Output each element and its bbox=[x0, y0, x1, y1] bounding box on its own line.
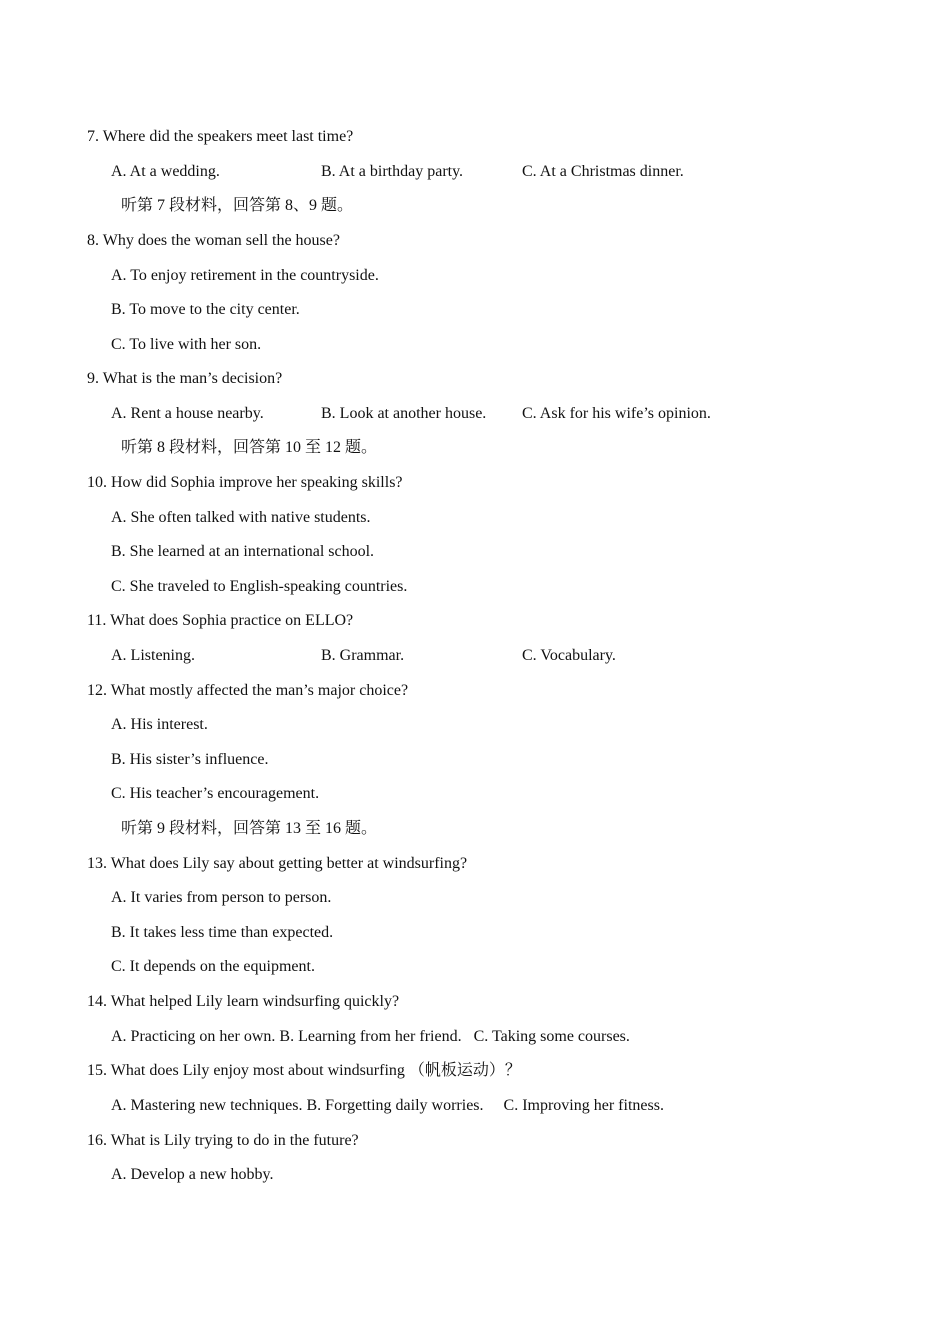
question-14: 14. What helped Lily learn windsurfing quickly? bbox=[87, 993, 400, 1010]
option-8a: A. To enjoy retirement in the countryside. bbox=[111, 267, 379, 284]
question-13: 13. What does Lily say about getting better at windsurfing? bbox=[87, 855, 468, 872]
instruction-passage-9: 听第 9 段材料，回答第 13 至 16 题。 bbox=[121, 820, 378, 837]
option-13a: A. It varies from person to person. bbox=[111, 889, 332, 906]
options-15: A. Mastering new techniques. B. Forgetting daily worries. C. Improving her fitness. bbox=[111, 1097, 664, 1114]
option-c: C. Ask for his wife’s opinion. bbox=[522, 405, 711, 422]
option-13c: C. It depends on the equipment. bbox=[111, 958, 315, 975]
question-15: 15. What does Lily enjoy most about windsurfing （帆板运动）？ bbox=[87, 1062, 521, 1079]
option-c: C. Vocabulary. bbox=[522, 647, 616, 664]
question-11: 11. What does Sophia practice on ELLO? bbox=[87, 612, 354, 629]
option-a: A. Listening. bbox=[111, 647, 195, 664]
question-9: 9. What is the man’s decision? bbox=[87, 370, 283, 387]
option-12b: B. His sister’s influence. bbox=[111, 751, 269, 768]
option-13b: B. It takes less time than expected. bbox=[111, 924, 334, 941]
option-a: A. At a wedding. bbox=[111, 163, 220, 180]
option-16a: A. Develop a new hobby. bbox=[111, 1166, 274, 1183]
instruction-passage-8: 听第 8 段材料，回答第 10 至 12 题。 bbox=[121, 439, 378, 456]
options-14: A. Practicing on her own. B. Learning from her friend. C. Taking some courses. bbox=[111, 1028, 630, 1045]
question-16: 16. What is Lily trying to do in the future? bbox=[87, 1132, 359, 1149]
option-b: B. Grammar. bbox=[321, 647, 405, 664]
question-7: 7. Where did the speakers meet last time? bbox=[87, 128, 354, 145]
option-a: A. Rent a house nearby. bbox=[111, 405, 264, 422]
question-12: 12. What mostly affected the man’s major choice? bbox=[87, 682, 409, 699]
option-b: B. At a birthday party. bbox=[321, 163, 464, 180]
option-b: B. Look at another house. bbox=[321, 405, 487, 422]
option-12c: C. His teacher’s encouragement. bbox=[111, 785, 320, 802]
option-c: C. At a Christmas dinner. bbox=[522, 163, 684, 180]
question-8: 8. Why does the woman sell the house? bbox=[87, 232, 340, 249]
instruction-passage-7: 听第 7 段材料，回答第 8、9 题。 bbox=[121, 197, 354, 214]
option-8c: C. To live with her son. bbox=[111, 336, 262, 353]
option-10b: B. She learned at an international school. bbox=[111, 543, 375, 560]
option-10a: A. She often talked with native students. bbox=[111, 509, 371, 526]
option-12a: A. His interest. bbox=[111, 716, 208, 733]
option-8b: B. To move to the city center. bbox=[111, 301, 300, 318]
question-10: 10. How did Sophia improve her speaking skills? bbox=[87, 474, 403, 491]
option-10c: C. She traveled to English-speaking countries. bbox=[111, 578, 408, 595]
